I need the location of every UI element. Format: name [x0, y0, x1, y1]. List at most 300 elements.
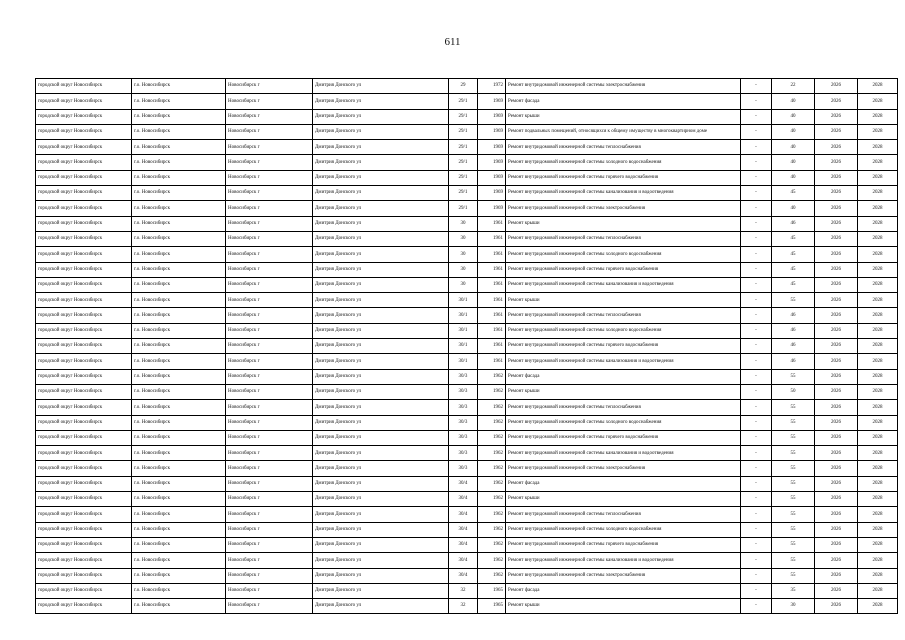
- cell-wear-percent: 46: [772, 339, 815, 354]
- cell-locality: Новосибирск г: [226, 201, 313, 216]
- cell-wear-percent: 55: [772, 522, 815, 537]
- cell-locality: Новосибирск г: [226, 599, 313, 614]
- cell-locality: Новосибирск г: [226, 400, 313, 415]
- cell-district: городской округ Новосибирск: [36, 492, 132, 507]
- cell-work-type: Ремонт крыши: [506, 109, 741, 124]
- cell-city: г.о. Новосибирск: [132, 568, 226, 583]
- cell-start-year: 2026: [815, 293, 858, 308]
- cell-wear-percent: 46: [772, 308, 815, 323]
- repair-schedule-table: [35, 78, 898, 614]
- cell-empty-value: -: [741, 369, 772, 384]
- table-row: [36, 599, 898, 614]
- cell-district: городской округ Новосибирск: [36, 155, 132, 170]
- cell-house-number: 30/3: [449, 446, 478, 461]
- cell-street: Дмитрия Донского ул: [313, 415, 449, 430]
- cell-street: Дмитрия Донского ул: [313, 339, 449, 354]
- cell-start-year: 2026: [815, 109, 858, 124]
- cell-locality: Новосибирск г: [226, 140, 313, 155]
- cell-locality: Новосибирск г: [226, 247, 313, 262]
- cell-start-year: 2026: [815, 216, 858, 231]
- cell-start-year: 2026: [815, 247, 858, 262]
- table-row: [36, 140, 898, 155]
- cell-city: г.о. Новосибирск: [132, 430, 226, 445]
- cell-house-number: 32: [449, 599, 478, 614]
- cell-locality: Новосибирск г: [226, 492, 313, 507]
- cell-end-year: 2028: [858, 400, 898, 415]
- cell-build-year: 1962: [478, 400, 506, 415]
- cell-district: городской округ Новосибирск: [36, 140, 132, 155]
- cell-empty-value: -: [741, 186, 772, 201]
- cell-wear-percent: 40: [772, 170, 815, 185]
- cell-city: г.о. Новосибирск: [132, 79, 226, 94]
- cell-wear-percent: 55: [772, 507, 815, 522]
- cell-locality: Новосибирск г: [226, 339, 313, 354]
- cell-city: г.о. Новосибирск: [132, 446, 226, 461]
- cell-locality: Новосибирск г: [226, 231, 313, 246]
- cell-build-year: 1962: [478, 369, 506, 384]
- cell-work-type: Ремонт внутридомовой инженерной системы теплоснабжения: [506, 231, 741, 246]
- cell-city: г.о. Новосибирск: [132, 522, 226, 537]
- cell-work-type: Ремонт фасада: [506, 369, 741, 384]
- table-row: [36, 461, 898, 476]
- cell-start-year: 2026: [815, 446, 858, 461]
- cell-district: городской округ Новосибирск: [36, 186, 132, 201]
- page-number: 611: [444, 36, 461, 48]
- cell-wear-percent: 55: [772, 400, 815, 415]
- cell-district: городской округ Новосибирск: [36, 170, 132, 185]
- cell-street: Дмитрия Донского ул: [313, 170, 449, 185]
- cell-build-year: 1961: [478, 247, 506, 262]
- cell-locality: Новосибирск г: [226, 476, 313, 491]
- cell-build-year: 1969: [478, 186, 506, 201]
- cell-city: г.о. Новосибирск: [132, 201, 226, 216]
- cell-district: городской округ Новосибирск: [36, 430, 132, 445]
- cell-end-year: 2028: [858, 553, 898, 568]
- cell-end-year: 2028: [858, 430, 898, 445]
- cell-work-type: Ремонт фасада: [506, 583, 741, 598]
- cell-empty-value: -: [741, 231, 772, 246]
- cell-street: Дмитрия Донского ул: [313, 94, 449, 109]
- cell-street: Дмитрия Донского ул: [313, 507, 449, 522]
- cell-start-year: 2026: [815, 94, 858, 109]
- cell-city: г.о. Новосибирск: [132, 231, 226, 246]
- cell-end-year: 2028: [858, 492, 898, 507]
- cell-locality: Новосибирск г: [226, 415, 313, 430]
- cell-end-year: 2028: [858, 476, 898, 491]
- cell-district: городской округ Новосибирск: [36, 507, 132, 522]
- cell-work-type: Ремонт фасада: [506, 94, 741, 109]
- cell-empty-value: -: [741, 155, 772, 170]
- cell-city: г.о. Новосибирск: [132, 247, 226, 262]
- cell-end-year: 2028: [858, 140, 898, 155]
- cell-empty-value: -: [741, 507, 772, 522]
- cell-build-year: 1961: [478, 339, 506, 354]
- cell-wear-percent: 50: [772, 384, 815, 399]
- cell-build-year: 1962: [478, 537, 506, 552]
- cell-start-year: 2026: [815, 507, 858, 522]
- cell-start-year: 2026: [815, 231, 858, 246]
- cell-house-number: 30: [449, 277, 478, 292]
- cell-district: городской округ Новосибирск: [36, 216, 132, 231]
- cell-end-year: 2028: [858, 537, 898, 552]
- cell-house-number: 30: [449, 247, 478, 262]
- cell-house-number: 29/1: [449, 155, 478, 170]
- cell-empty-value: -: [741, 384, 772, 399]
- cell-empty-value: -: [741, 599, 772, 614]
- cell-wear-percent: 40: [772, 140, 815, 155]
- cell-build-year: 1969: [478, 201, 506, 216]
- cell-district: городской округ Новосибирск: [36, 568, 132, 583]
- cell-locality: Новосибирск г: [226, 446, 313, 461]
- cell-wear-percent: 30: [772, 599, 815, 614]
- cell-city: г.о. Новосибирск: [132, 339, 226, 354]
- cell-wear-percent: 55: [772, 553, 815, 568]
- cell-work-type: Ремонт крыши: [506, 293, 741, 308]
- cell-city: г.о. Новосибирск: [132, 384, 226, 399]
- cell-locality: Новосибирск г: [226, 522, 313, 537]
- cell-end-year: 2028: [858, 568, 898, 583]
- cell-district: городской округ Новосибирск: [36, 94, 132, 109]
- cell-locality: Новосибирск г: [226, 94, 313, 109]
- cell-build-year: 1969: [478, 155, 506, 170]
- table-row: [36, 277, 898, 292]
- cell-street: Дмитрия Донского ул: [313, 476, 449, 491]
- cell-work-type: Ремонт внутридомовой инженерной системы теплоснабжения: [506, 507, 741, 522]
- cell-end-year: 2028: [858, 155, 898, 170]
- cell-district: городской округ Новосибирск: [36, 339, 132, 354]
- cell-locality: Новосибирск г: [226, 170, 313, 185]
- cell-build-year: 1969: [478, 109, 506, 124]
- table-row: [36, 583, 898, 598]
- cell-wear-percent: 55: [772, 430, 815, 445]
- cell-city: г.о. Новосибирск: [132, 492, 226, 507]
- table-row: [36, 293, 898, 308]
- cell-locality: Новосибирск г: [226, 323, 313, 338]
- cell-street: Дмитрия Донского ул: [313, 323, 449, 338]
- cell-work-type: Ремонт фасада: [506, 476, 741, 491]
- cell-start-year: 2026: [815, 553, 858, 568]
- cell-house-number: 30/3: [449, 384, 478, 399]
- cell-wear-percent: 55: [772, 415, 815, 430]
- cell-locality: Новосибирск г: [226, 369, 313, 384]
- cell-wear-percent: 55: [772, 446, 815, 461]
- cell-locality: Новосибирск г: [226, 583, 313, 598]
- table-row: [36, 354, 898, 369]
- cell-start-year: 2026: [815, 537, 858, 552]
- cell-start-year: 2026: [815, 400, 858, 415]
- table-row: [36, 507, 898, 522]
- cell-locality: Новосибирск г: [226, 277, 313, 292]
- table-row: [36, 201, 898, 216]
- cell-city: г.о. Новосибирск: [132, 140, 226, 155]
- cell-house-number: 30/4: [449, 507, 478, 522]
- cell-district: городской округ Новосибирск: [36, 461, 132, 476]
- cell-city: г.о. Новосибирск: [132, 308, 226, 323]
- cell-wear-percent: 55: [772, 537, 815, 552]
- table-row: [36, 522, 898, 537]
- cell-city: г.о. Новосибирск: [132, 507, 226, 522]
- cell-wear-percent: 40: [772, 201, 815, 216]
- cell-house-number: 30/3: [449, 369, 478, 384]
- cell-start-year: 2026: [815, 308, 858, 323]
- cell-house-number: 29: [449, 79, 478, 94]
- cell-locality: Новосибирск г: [226, 124, 313, 139]
- cell-district: городской округ Новосибирск: [36, 476, 132, 491]
- cell-house-number: 29/1: [449, 94, 478, 109]
- cell-locality: Новосибирск г: [226, 79, 313, 94]
- cell-wear-percent: 40: [772, 155, 815, 170]
- cell-end-year: 2028: [858, 247, 898, 262]
- cell-district: городской округ Новосибирск: [36, 323, 132, 338]
- cell-street: Дмитрия Донского ул: [313, 109, 449, 124]
- cell-house-number: 30/3: [449, 415, 478, 430]
- cell-street: Дмитрия Донского ул: [313, 384, 449, 399]
- cell-house-number: 30/3: [449, 430, 478, 445]
- table-row: [36, 231, 898, 246]
- table-row: [36, 384, 898, 399]
- cell-district: городской округ Новосибирск: [36, 79, 132, 94]
- cell-build-year: 1961: [478, 277, 506, 292]
- cell-street: Дмитрия Донского ул: [313, 124, 449, 139]
- cell-street: Дмитрия Донского ул: [313, 277, 449, 292]
- cell-wear-percent: 55: [772, 461, 815, 476]
- cell-city: г.о. Новосибирск: [132, 369, 226, 384]
- cell-street: Дмитрия Донского ул: [313, 492, 449, 507]
- cell-wear-percent: 46: [772, 354, 815, 369]
- cell-district: городской округ Новосибирск: [36, 583, 132, 598]
- table-row: [36, 109, 898, 124]
- table-row: [36, 323, 898, 338]
- cell-end-year: 2028: [858, 231, 898, 246]
- cell-street: Дмитрия Донского ул: [313, 293, 449, 308]
- cell-empty-value: -: [741, 568, 772, 583]
- cell-district: городской округ Новосибирск: [36, 262, 132, 277]
- cell-work-type: Ремонт внутридомовой инженерной системы электроснабжения: [506, 79, 741, 94]
- cell-locality: Новосибирск г: [226, 216, 313, 231]
- cell-house-number: 30/4: [449, 476, 478, 491]
- cell-build-year: 1961: [478, 293, 506, 308]
- cell-street: Дмитрия Донского ул: [313, 231, 449, 246]
- cell-start-year: 2026: [815, 277, 858, 292]
- cell-city: г.о. Новосибирск: [132, 599, 226, 614]
- cell-street: Дмитрия Донского ул: [313, 155, 449, 170]
- cell-street: Дмитрия Донского ул: [313, 354, 449, 369]
- cell-empty-value: -: [741, 461, 772, 476]
- cell-wear-percent: 35: [772, 583, 815, 598]
- cell-start-year: 2026: [815, 369, 858, 384]
- cell-empty-value: -: [741, 400, 772, 415]
- cell-district: городской округ Новосибирск: [36, 553, 132, 568]
- cell-end-year: 2028: [858, 308, 898, 323]
- cell-empty-value: -: [741, 140, 772, 155]
- cell-start-year: 2026: [815, 476, 858, 491]
- cell-build-year: 1962: [478, 492, 506, 507]
- cell-house-number: 30/4: [449, 537, 478, 552]
- cell-wear-percent: 22: [772, 79, 815, 94]
- cell-work-type: Ремонт подвальных помещений, относящихся к общему имуществу в многоквартирном доме: [506, 124, 741, 139]
- cell-build-year: 1972: [478, 79, 506, 94]
- table-row: [36, 537, 898, 552]
- cell-city: г.о. Новосибирск: [132, 415, 226, 430]
- cell-end-year: 2028: [858, 415, 898, 430]
- cell-house-number: 30/1: [449, 308, 478, 323]
- cell-empty-value: -: [741, 492, 772, 507]
- cell-build-year: 1962: [478, 430, 506, 445]
- cell-empty-value: -: [741, 170, 772, 185]
- cell-end-year: 2028: [858, 109, 898, 124]
- cell-start-year: 2026: [815, 492, 858, 507]
- cell-wear-percent: 55: [772, 369, 815, 384]
- cell-house-number: 29/1: [449, 170, 478, 185]
- cell-work-type: Ремонт внутридомовой инженерной системы электроснабжения: [506, 568, 741, 583]
- cell-empty-value: -: [741, 339, 772, 354]
- cell-wear-percent: 45: [772, 231, 815, 246]
- cell-empty-value: -: [741, 247, 772, 262]
- table-row: [36, 339, 898, 354]
- table-row: [36, 94, 898, 109]
- cell-work-type: Ремонт внутридомовой инженерной системы горячего водоснабжения: [506, 170, 741, 185]
- cell-district: городской округ Новосибирск: [36, 109, 132, 124]
- cell-house-number: 30/1: [449, 339, 478, 354]
- cell-start-year: 2026: [815, 323, 858, 338]
- cell-city: г.о. Новосибирск: [132, 216, 226, 231]
- cell-end-year: 2028: [858, 277, 898, 292]
- cell-locality: Новосибирск г: [226, 293, 313, 308]
- cell-street: Дмитрия Донского ул: [313, 369, 449, 384]
- cell-work-type: Ремонт внутридомовой инженерной системы теплоснабжения: [506, 400, 741, 415]
- cell-end-year: 2028: [858, 339, 898, 354]
- cell-start-year: 2026: [815, 262, 858, 277]
- cell-empty-value: -: [741, 537, 772, 552]
- cell-work-type: Ремонт внутридомовой инженерной системы электроснабжения: [506, 201, 741, 216]
- cell-district: городской округ Новосибирск: [36, 415, 132, 430]
- table-row: [36, 124, 898, 139]
- cell-district: городской округ Новосибирск: [36, 277, 132, 292]
- cell-start-year: 2026: [815, 415, 858, 430]
- cell-district: городской округ Новосибирск: [36, 201, 132, 216]
- cell-locality: Новосибирск г: [226, 537, 313, 552]
- cell-city: г.о. Новосибирск: [132, 400, 226, 415]
- cell-street: Дмитрия Донского ул: [313, 553, 449, 568]
- cell-locality: Новосибирск г: [226, 109, 313, 124]
- cell-empty-value: -: [741, 476, 772, 491]
- cell-district: городской округ Новосибирск: [36, 231, 132, 246]
- cell-street: Дмитрия Донского ул: [313, 201, 449, 216]
- cell-city: г.о. Новосибирск: [132, 94, 226, 109]
- cell-end-year: 2028: [858, 94, 898, 109]
- cell-wear-percent: 46: [772, 323, 815, 338]
- cell-end-year: 2028: [858, 323, 898, 338]
- cell-empty-value: -: [741, 293, 772, 308]
- cell-work-type: Ремонт внутридомовой инженерной системы холодного водоснабжения: [506, 522, 741, 537]
- table-row: [36, 553, 898, 568]
- cell-house-number: 32: [449, 583, 478, 598]
- cell-start-year: 2026: [815, 522, 858, 537]
- cell-street: Дмитрия Донского ул: [313, 568, 449, 583]
- cell-end-year: 2028: [858, 507, 898, 522]
- table-body: [36, 79, 898, 614]
- cell-build-year: 1965: [478, 599, 506, 614]
- cell-empty-value: -: [741, 201, 772, 216]
- cell-locality: Новосибирск г: [226, 568, 313, 583]
- cell-empty-value: -: [741, 216, 772, 231]
- cell-start-year: 2026: [815, 124, 858, 139]
- cell-house-number: 29/1: [449, 201, 478, 216]
- cell-work-type: Ремонт внутридомовой инженерной системы горячего водоснабжения: [506, 430, 741, 445]
- cell-street: Дмитрия Донского ул: [313, 400, 449, 415]
- cell-house-number: 30: [449, 231, 478, 246]
- cell-wear-percent: 55: [772, 476, 815, 491]
- cell-start-year: 2026: [815, 461, 858, 476]
- cell-house-number: 30: [449, 262, 478, 277]
- cell-district: городской округ Новосибирск: [36, 599, 132, 614]
- cell-district: городской округ Новосибирск: [36, 308, 132, 323]
- cell-end-year: 2028: [858, 124, 898, 139]
- cell-work-type: Ремонт внутридомовой инженерной системы горячего водоснабжения: [506, 537, 741, 552]
- table-row: [36, 79, 898, 94]
- cell-city: г.о. Новосибирск: [132, 277, 226, 292]
- cell-empty-value: -: [741, 522, 772, 537]
- cell-city: г.о. Новосибирск: [132, 476, 226, 491]
- table-row: [36, 262, 898, 277]
- cell-empty-value: -: [741, 94, 772, 109]
- cell-empty-value: -: [741, 430, 772, 445]
- cell-build-year: 1962: [478, 384, 506, 399]
- cell-house-number: 30/1: [449, 323, 478, 338]
- cell-street: Дмитрия Донского ул: [313, 583, 449, 598]
- cell-build-year: 1969: [478, 140, 506, 155]
- cell-street: Дмитрия Донского ул: [313, 262, 449, 277]
- cell-district: городской округ Новосибирск: [36, 369, 132, 384]
- cell-city: г.о. Новосибирск: [132, 170, 226, 185]
- cell-start-year: 2026: [815, 186, 858, 201]
- cell-locality: Новосибирск г: [226, 354, 313, 369]
- cell-build-year: 1962: [478, 446, 506, 461]
- cell-district: городской округ Новосибирск: [36, 247, 132, 262]
- table-row: [36, 568, 898, 583]
- cell-house-number: 30/4: [449, 522, 478, 537]
- cell-start-year: 2026: [815, 201, 858, 216]
- cell-work-type: Ремонт внутридомовой инженерной системы канализования и водоотведения: [506, 354, 741, 369]
- cell-empty-value: -: [741, 583, 772, 598]
- cell-empty-value: -: [741, 323, 772, 338]
- cell-city: г.о. Новосибирск: [132, 293, 226, 308]
- cell-build-year: 1962: [478, 415, 506, 430]
- cell-work-type: Ремонт внутридомовой инженерной системы электроснабжения: [506, 461, 741, 476]
- cell-work-type: Ремонт внутридомовой инженерной системы теплоснабжения: [506, 308, 741, 323]
- cell-wear-percent: 55: [772, 568, 815, 583]
- cell-empty-value: -: [741, 109, 772, 124]
- cell-start-year: 2026: [815, 384, 858, 399]
- cell-house-number: 30/4: [449, 492, 478, 507]
- cell-build-year: 1961: [478, 323, 506, 338]
- cell-empty-value: -: [741, 277, 772, 292]
- cell-street: Дмитрия Донского ул: [313, 599, 449, 614]
- cell-end-year: 2028: [858, 354, 898, 369]
- cell-end-year: 2028: [858, 369, 898, 384]
- cell-street: Дмитрия Донского ул: [313, 216, 449, 231]
- cell-city: г.о. Новосибирск: [132, 537, 226, 552]
- cell-end-year: 2028: [858, 384, 898, 399]
- cell-house-number: 30/1: [449, 354, 478, 369]
- cell-work-type: Ремонт внутридомовой инженерной системы холодного водоснабжения: [506, 155, 741, 170]
- cell-city: г.о. Новосибирск: [132, 553, 226, 568]
- cell-locality: Новосибирск г: [226, 186, 313, 201]
- cell-locality: Новосибирск г: [226, 430, 313, 445]
- cell-house-number: 30/3: [449, 461, 478, 476]
- cell-street: Дмитрия Донского ул: [313, 308, 449, 323]
- cell-city: г.о. Новосибирск: [132, 583, 226, 598]
